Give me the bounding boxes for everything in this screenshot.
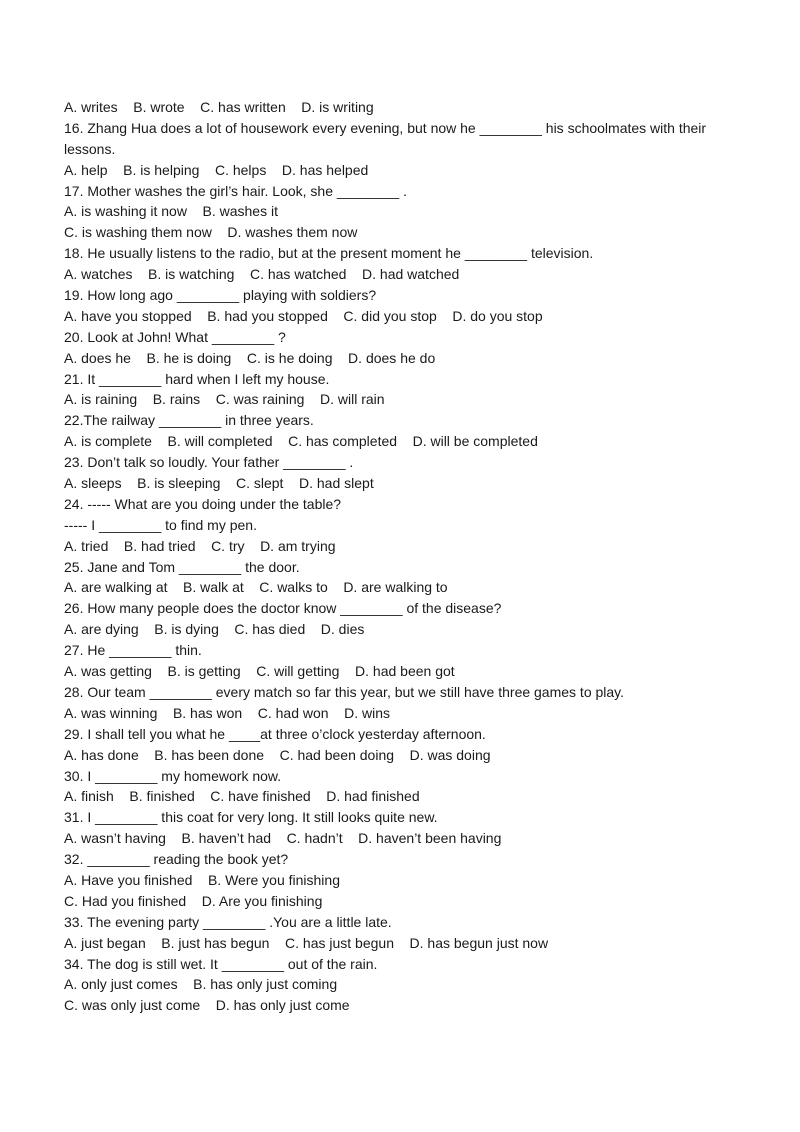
q18-stem: 18. He usually listens to the radio, but at the present moment he ________ television. — [64, 245, 594, 262]
q27-options: A. was getting B. is getting C. will getting D. had been got — [64, 663, 455, 680]
q15-options: A. writes B. wrote C. has written D. is writing — [64, 99, 374, 115]
q31-options: A. wasn’t having B. haven’t had C. hadn’t D. haven’t been having — [64, 830, 502, 847]
q32-stem: 32. ________ reading the book yet? — [64, 851, 289, 868]
q23-stem: 23. Don’t talk so loudly. Your father ________ . — [64, 454, 354, 471]
q17-options-ab: A. is washing it now B. washes it — [64, 203, 278, 220]
q20-stem: 20. Look at John! What ________ ? — [64, 328, 286, 345]
q31-stem: 31. I ________ this coat for very long. It still looks quite new. — [64, 809, 438, 826]
q33-options: A. just began B. just has begun C. has just begun D. has begun just now — [64, 934, 549, 951]
q16-stem-cont: lessons. — [64, 140, 116, 157]
q30-options: A. finish B. finished C. have finished D. had finished — [64, 788, 420, 805]
q34-stem: 34. The dog is still wet. It ________ out of the rain. — [64, 955, 378, 972]
q20-options: A. does he B. he is doing C. is he doing D. does he do — [64, 349, 436, 366]
q32-options-cd: C. Had you finished D. Are you finishing — [64, 892, 323, 909]
q25-options: A. are walking at B. walk at C. walks to D. are walking to — [64, 579, 448, 596]
q28-options: A. was winning B. has won C. had won D. wins — [64, 704, 391, 721]
q22-options: A. is complete B. will completed C. has completed D. will be completed — [64, 433, 538, 450]
q24-reply: ----- I ________ to find my pen. — [64, 516, 257, 533]
q19-options: A. have you stopped B. had you stopped C. did you stop D. do you stop — [64, 307, 543, 324]
q34-options-cd: C. was only just come D. has only just come — [64, 997, 350, 1014]
q34-options-ab: A. only just comes B. has only just coming — [64, 976, 338, 993]
q28-stem: 28. Our team ________ every match so far this year, but we still have three games to play. — [64, 683, 625, 700]
q29-stem: 29. I shall tell you what he ____at three o’clock yesterday afternoon. — [64, 725, 486, 742]
q26-stem: 26. How many people does the doctor know ________ of the disease? — [64, 600, 502, 617]
q33-stem: 33. The evening party ________ .You are a little late. — [64, 913, 392, 930]
q17-options-cd: C. is washing them now D. washes them now — [64, 224, 358, 241]
q26-options: A. are dying B. is dying C. has died D. dies — [64, 621, 365, 638]
q16-options: A. help B. is helping C. helps D. has helped — [64, 161, 369, 178]
q29-options: A. has done B. has been done C. had been doing D. was doing — [64, 746, 491, 763]
q21-stem: 21. It ________ hard when I left my house. — [64, 370, 330, 387]
q32-options-ab: A. Have you finished B. Were you finishing — [64, 871, 340, 888]
q24-stem: 24. ----- What are you doing under the table? — [64, 495, 342, 512]
q25-stem: 25. Jane and Tom ________ the door. — [64, 558, 300, 575]
q30-stem: 30. I ________ my homework now. — [64, 767, 282, 784]
q19-stem: 19. How long ago ________ playing with soldiers? — [64, 287, 377, 304]
q23-options: A. sleeps B. is sleeping C. slept D. had slept — [64, 475, 374, 492]
q22-stem: 22.The railway ________ in three years. — [64, 412, 314, 429]
q24-options: A. tried B. had tried C. try D. am trying — [64, 537, 336, 554]
q21-options: A. is raining B. rains C. was raining D. will rain — [64, 391, 385, 408]
q17-stem: 17. Mother washes the girl’s hair. Look, she ________ . — [64, 182, 407, 199]
exercise-page — [64, 97, 736, 1016]
q18-options: A. watches B. is watching C. has watched D. had watched — [64, 266, 460, 283]
q27-stem: 27. He ________ thin. — [64, 642, 202, 659]
q16-stem: 16. Zhang Hua does a lot of housework every evening, but now he ________ his schoolmates with their — [64, 119, 707, 136]
